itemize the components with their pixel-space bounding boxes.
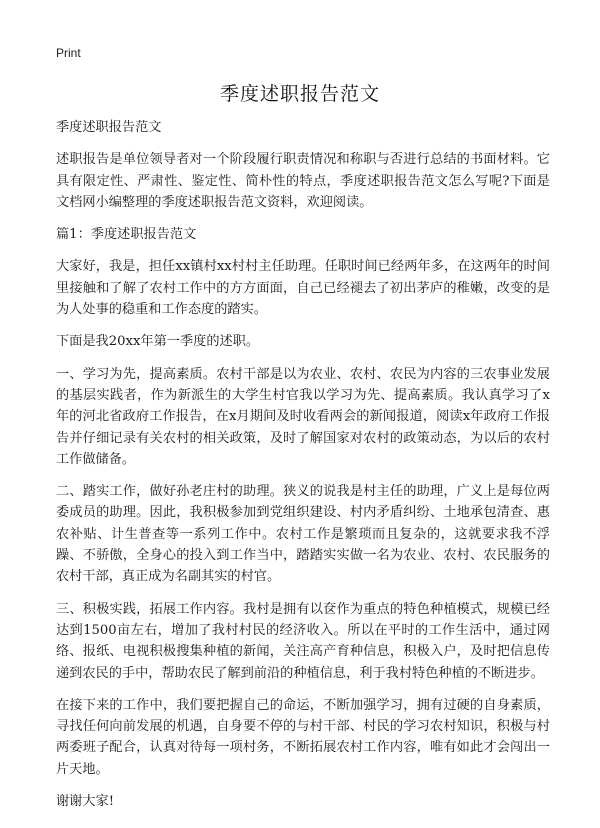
intro-paragraph: 述职报告是单位领导者对一个阶段履行职责情况和称职与否进行总结的书面材料。它具有限定性、严肃性、鉴定性、简朴性的特点，季度述职报告范文怎么写呢?下面是文档网小编整理的季度述职报告范文资料，欢迎阅读。 — [56, 152, 550, 210]
section-heading: 篇1：季度述职报告范文 — [56, 227, 197, 243]
outlook-paragraph: 在接下来的工作中，我们要把握自己的命运，不断加强学习，拥有过硬的自身素质，寻找任何向前发展的机遇，自身要不停的与村干部、村民的学习农村知识，积极与村两委班子配合，认真对待每一项村务，不断拓展农村工作内容，唯有如此才会闯出一片天地。 — [56, 697, 550, 777]
closing-paragraph: 谢谢大家! — [56, 794, 115, 810]
greeting-paragraph: 大家好，我是，担任xx镇村xx村村主任助理。任职时间已经两年多，在这两年的时间里接触和了解了农村工作中的方方面面，自己已经褪去了初出茅庐的稚嫩，改变的是为人处事的稳重和工作态度的踏实。 — [56, 259, 550, 318]
report-lead-paragraph: 下面是我20xx年第一季度的述职。 — [56, 334, 260, 350]
point-three-paragraph: 三、积极实践，拓展工作内容。我村是拥有以奁作为重点的特色种植模式，规模已经达到1500亩左右，增加了我村村民的经济收入。所以在平时的工作生活中，通过网络、报纸、电视积极搜集种植的新闻，关注高产育种信息，积极入户，及时把信息传递到农民的手中，帮助农民了解到前沿的种植信息，利于我村特色种植的不断进步。 — [56, 601, 550, 681]
point-one-paragraph: 一、学习为先，提高素质。农村干部是以为农业、农村、农民为内容的三农事业发展的基层实践者，作为新派生的大学生村官我以学习为先、提高素质。我认真学习了x年的河北省政府工作报告，在x月期间及时收看两会的新闻报道，阅读x年政府工作报告并仔细记录有关农村的相关政策，及时了解国家对农村的政策动态，为以后的农村工作做储备。 — [56, 366, 550, 467]
document-body — [56, 117, 550, 823]
print-link[interactable]: Print — [56, 46, 81, 60]
document-title: 季度述职报告范文 — [219, 83, 380, 105]
point-two-paragraph: 二、踏实工作，做好孙老庄村的助理。狭义的说我是村主任的助理，广义上是每位两委成员的助理。因此，我积极参加到党组织建设、村内矛盾纠纷、土地承包清查、惠农补贴、计生普查等一系列工作中。农村工作是繁琐而且复杂的，这就要求我不浮躁、不骄傲，全身心的投入到工作当中，踏踏实实做一名为农业、农村、农民服务的农村干部，真正成为名副其实的村官。 — [56, 484, 550, 585]
subtitle-paragraph: 季度述职报告范文 — [56, 120, 162, 135]
